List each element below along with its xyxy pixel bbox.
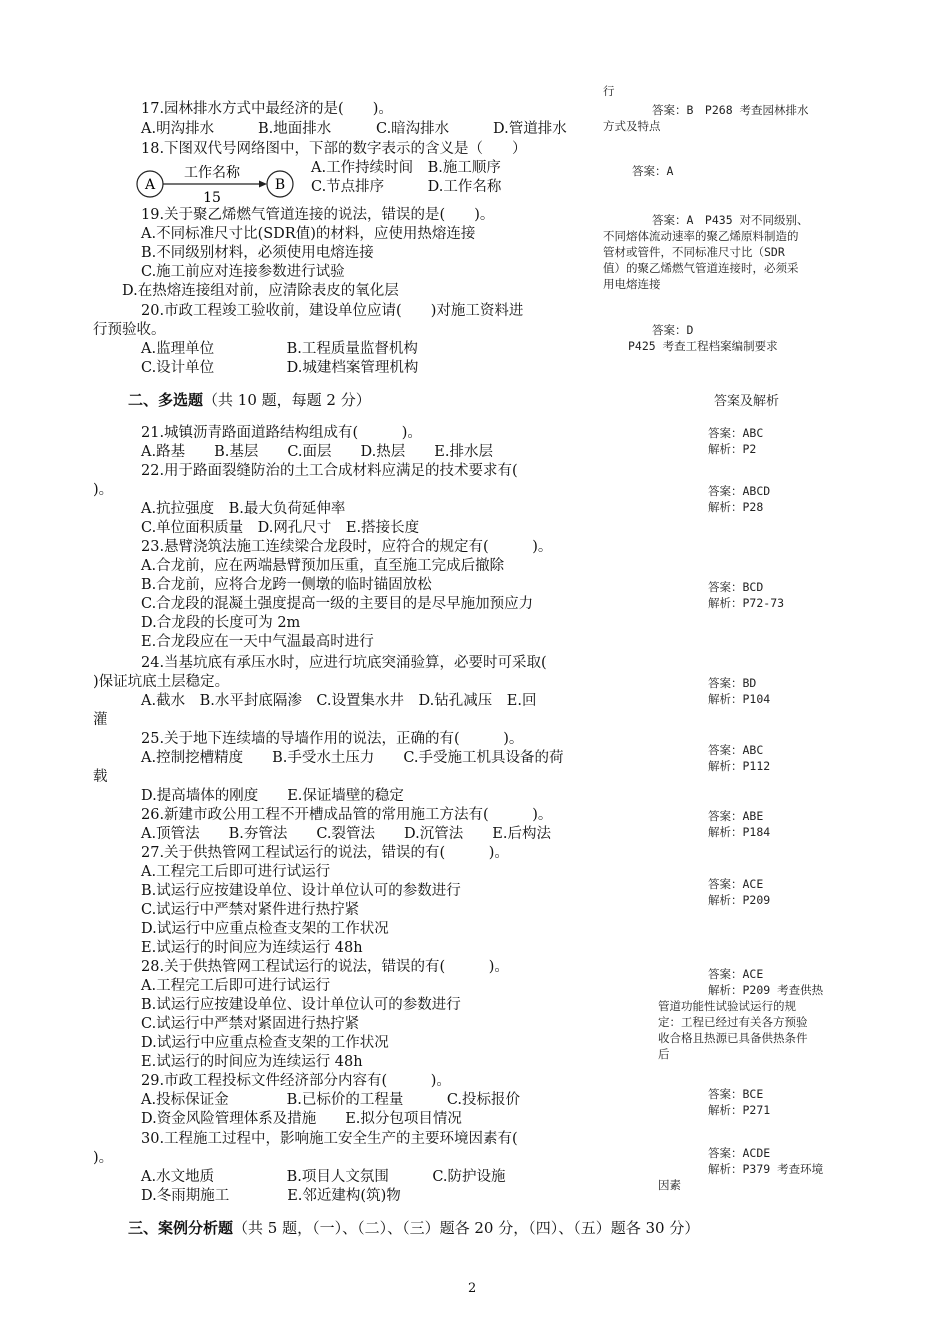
answer-line: 答案：BCE xyxy=(708,1087,764,1101)
answer-line: 方式及特点 xyxy=(603,119,661,133)
option-c: C.施工前应对连接参数进行试验 xyxy=(141,264,345,280)
analysis-line: 解析：P184 xyxy=(708,825,771,839)
option-e: E.试运行的时间应为连续运行 48h xyxy=(141,1054,363,1070)
analysis-line: 因素 xyxy=(658,1178,681,1192)
question-text: 29.市政工程投标文件经济部分内容有( )。 xyxy=(141,1073,451,1089)
answer-line: 答案：ABC xyxy=(708,426,764,440)
analysis-line: 解析：P112 xyxy=(708,759,771,773)
answer-line: 答案：BD xyxy=(708,676,757,690)
options-row-1: A.工作持续时间 B.施工顺序 xyxy=(311,160,501,176)
options: A.路基 B.基层 C.面层 D.热层 E.排水层 xyxy=(141,444,493,460)
question-text: 20.市政工程竣工验收前，建设单位应请( )对施工资料进 xyxy=(141,303,524,319)
option-a: A.明沟排水 xyxy=(141,121,215,137)
option-d: D.试运行中应重点检查支架的工作状况 xyxy=(141,921,389,937)
analysis-line: 解析：P209 xyxy=(708,893,771,907)
options-row-1: A.水文地质 B.项目人文氛围 C.防护设施 xyxy=(141,1169,506,1185)
options-row-2: C.节点排序 D.工作名称 xyxy=(311,179,502,195)
question-text: 27.关于供热管网工程试运行的说法，错误的有( )。 xyxy=(141,845,509,861)
option-b: B.不同级别材料，必须使用电熔连接 xyxy=(141,245,374,261)
analysis-line: 解析：P28 xyxy=(708,500,764,514)
network-diagram xyxy=(130,160,300,210)
answer-line: 答案：BCD xyxy=(708,580,764,594)
option-e: E.合龙段应在一天中气温最高时进行 xyxy=(141,634,374,650)
question-text: 22.用于路面裂缝防治的土工合成材料应满足的技术要求有( xyxy=(141,463,518,479)
answer-line: 管材或管件，不同标准尺寸比（SDR xyxy=(603,245,785,259)
answer-line: 不同熔体流动速率的聚乙烯原料制造的 xyxy=(603,229,799,243)
analysis-line: 解析：P104 xyxy=(708,692,771,706)
question-text-wrap: )保证坑底土层稳定。 xyxy=(93,674,230,690)
section-note: （共 5 题，（一）、（二）、（三）题各 20 分，（四）、（五）题各 30 分） xyxy=(233,1219,700,1237)
analysis-line: 定：工程已经过有关各方预验 xyxy=(658,1015,808,1029)
node-b: B xyxy=(274,177,286,193)
section-note: （共 10 题，每题 2 分） xyxy=(203,391,371,409)
section-2-heading xyxy=(128,391,371,410)
answer-18: 答案：A xyxy=(632,164,674,178)
option-e: E.试运行的时间应为连续运行 48h xyxy=(141,940,363,956)
question-text: 30.工程施工过程中，影响施工安全生产的主要环境因素有( xyxy=(141,1131,518,1147)
option-d: D.在热熔连接组对前，应清除表皮的氧化层 xyxy=(122,283,399,299)
section-3-heading xyxy=(128,1219,699,1238)
options-row-1: A.抗拉强度 B.最大负荷延伸率 xyxy=(141,501,346,517)
answer-line: 答案：ABE xyxy=(708,809,764,823)
option-b: B.合龙前，应将合龙跨一侧墩的临时锚固放松 xyxy=(141,577,432,593)
option-c: C.合龙段的混凝土强度提高一级的主要目的是尽早施加预应力 xyxy=(141,596,534,612)
section-title: 三、案例分析题 xyxy=(128,1219,234,1237)
analysis-line: 管道功能性试验试运行的规 xyxy=(658,999,796,1013)
analysis-line: 解析：P209 考查供热 xyxy=(708,983,824,997)
option-a: A.工程完工后即可进行试运行 xyxy=(141,978,331,994)
question-text: 23.悬臂浇筑法施工连续梁合龙段时，应符合的规定有( )。 xyxy=(141,539,553,555)
question-text: 17.园林排水方式中最经济的是( )。 xyxy=(141,101,393,117)
option-b: B.地面排水 xyxy=(258,121,332,137)
option-a: A.合龙前，应在两端悬臂预加压重，直至施工完成后撤除 xyxy=(141,558,505,574)
section-title: 二、多选题 xyxy=(128,391,204,409)
answer-line: 用电熔连接 xyxy=(603,277,661,291)
option-d: D.管道排水 xyxy=(493,121,567,137)
answer-line: 答案：ACE xyxy=(708,967,764,981)
analysis-line: 解析：P379 考查环境 xyxy=(708,1162,824,1176)
option-b: B.试运行应按建设单位、设计单位认可的参数进行 xyxy=(141,883,461,899)
answer-line: 答案：ACE xyxy=(708,877,764,891)
question-text: 21.城镇沥青路面道路结构组成有( )。 xyxy=(141,425,422,441)
options-row-2: D.冬雨期施工 E.邻近建构(筑)物 xyxy=(141,1188,401,1204)
activity-name-label: 工作名称 xyxy=(184,165,240,181)
option-a: A.工程完工后即可进行试运行 xyxy=(141,864,331,880)
options-wrap: 载 xyxy=(93,769,108,785)
answer-line: 答案：ABC xyxy=(708,743,764,757)
answer-line: 答案：A P435 对不同级别、 xyxy=(652,213,809,227)
options-row-1: A.投标保证金 B.已标价的工程量 C.投标报价 xyxy=(141,1092,521,1108)
options-wrap: 灌 xyxy=(93,712,108,728)
answer-line: 答案：D xyxy=(652,323,694,337)
option-d: D.试运行中应重点检查支架的工作状况 xyxy=(141,1035,389,1051)
option-d: D.合龙段的长度可为 2m xyxy=(141,615,301,631)
answer-line: 答案：ABCD xyxy=(708,484,771,498)
analysis-line: 解析：P2 xyxy=(708,442,757,456)
node-a: A xyxy=(144,177,156,193)
options-row-2: D.资金风险管理体系及措施 E.拟分包项目情况 xyxy=(141,1111,462,1127)
question-text: 26.新建市政公用工程不开槽成品管的常用施工方法有( )。 xyxy=(141,807,553,823)
option-a: A.不同标准尺寸比(SDR值)的材料，应使用热熔连接 xyxy=(141,226,476,242)
question-text-wrap: )。 xyxy=(93,1150,114,1166)
question-text: 19.关于聚乙烯燃气管道连接的说法，错误的是( )。 xyxy=(141,207,495,223)
answer-line: P425 考查工程档案编制要求 xyxy=(628,339,778,353)
answer-line: 答案：B P268 考查园林排水 xyxy=(652,103,809,117)
page-number: 2 xyxy=(468,1281,477,1296)
question-text-wrap: 行预验收。 xyxy=(93,322,166,338)
options: A.截水 B.水平封底隔渗 C.设置集水井 D.钻孔减压 E.回 xyxy=(141,693,537,709)
answer-line: 答案：ACDE xyxy=(708,1146,771,1160)
question-text-wrap: )。 xyxy=(93,482,114,498)
answer-wrap-text: 行 xyxy=(603,84,615,98)
analysis-line: 后 xyxy=(658,1047,670,1061)
question-text: 18.下图双代号网络图中，下部的数字表示的含义是（ ） xyxy=(141,141,527,157)
options-row-1: A.监理单位 B.工程质量监督机构 xyxy=(141,341,418,357)
options-row-2: C.单位面积质量 D.网孔尺寸 E.搭接长度 xyxy=(141,520,420,536)
options: A.顶管法 B.夯管法 C.裂管法 D.沉管法 E.后构法 xyxy=(141,826,551,842)
options-row-2: C.设计单位 D.城建档案管理机构 xyxy=(141,360,419,376)
question-text: 24.当基坑底有承压水时，应进行坑底突涌验算，必要时可采取( xyxy=(141,655,547,671)
option-c: C.暗沟排水 xyxy=(376,121,450,137)
options: A.控制挖槽精度 B.手受水土压力 C.手受施工机具设备的荷 xyxy=(141,750,564,766)
activity-duration-label: 15 xyxy=(203,190,221,206)
option-b: B.试运行应按建设单位、设计单位认可的参数进行 xyxy=(141,997,461,1013)
option-c: C.试运行中严禁对紧固进行热拧紧 xyxy=(141,1016,360,1032)
analysis-line: 解析：P271 xyxy=(708,1103,771,1117)
section-2-answer-header: 答案及解析 xyxy=(714,394,780,409)
question-text: 25.关于地下连续墙的导墙作用的说法，正确的有( )。 xyxy=(141,731,524,747)
answer-line: 值）的聚乙烯燃气管道连接时，必须采 xyxy=(603,261,799,275)
analysis-line: 收合格且热源已具备供热条件 xyxy=(658,1031,808,1045)
options-row-2: D.提高墙体的刚度 E.保证墙壁的稳定 xyxy=(141,788,404,804)
question-text: 28.关于供热管网工程试运行的说法，错误的有( )。 xyxy=(141,959,509,975)
analysis-line: 解析：P72-73 xyxy=(708,596,785,610)
option-c: C.试运行中严禁对紧件进行热拧紧 xyxy=(141,902,360,918)
